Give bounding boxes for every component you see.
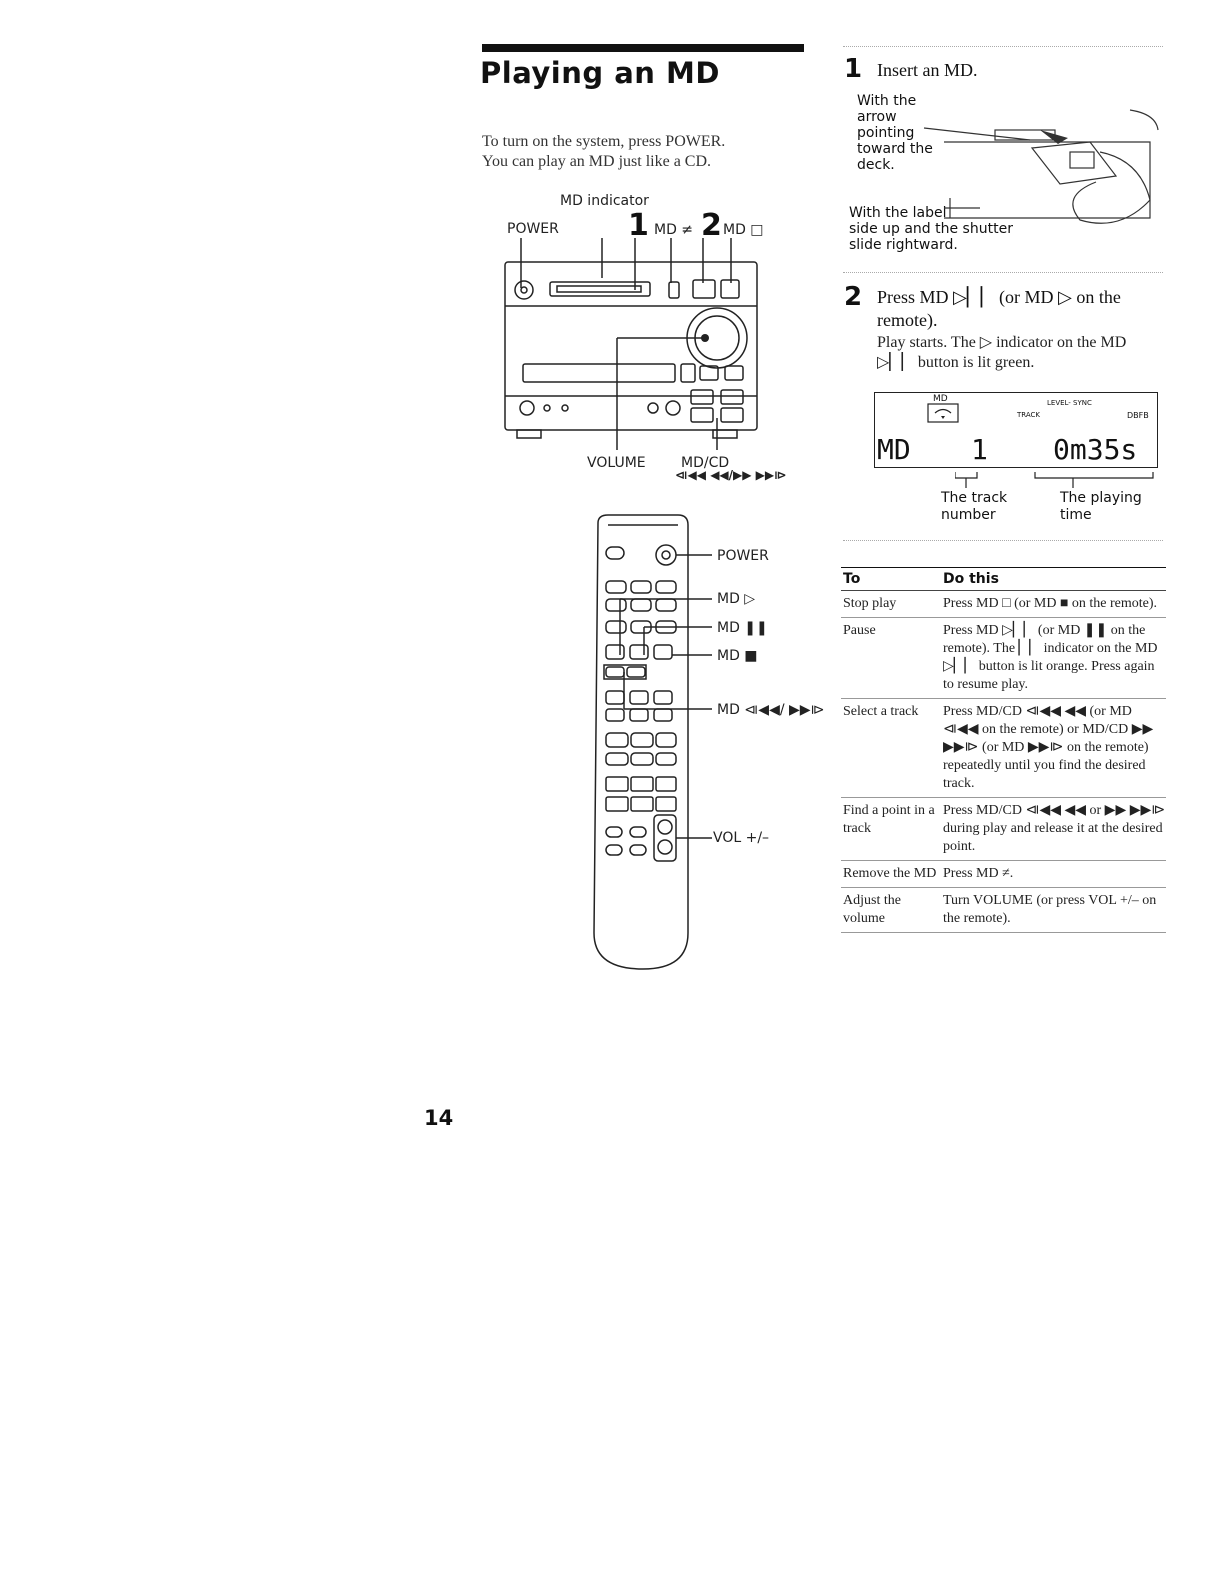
track-number-label [941,490,1007,524]
title-rule [482,44,804,52]
table-row [841,618,1166,699]
insert-md-illustration [920,100,1165,240]
playing-time-label [1060,490,1142,524]
display-track-tag: TRACK [1017,411,1040,419]
table-cell-instruction: Turn VOLUME (or press VOL +/– on the remote). [941,888,1166,933]
divider [843,46,1163,47]
table-cell-action: Adjust the volume [841,888,941,933]
label-line: number [941,507,996,523]
table-row [841,861,1166,888]
display-time: 0m35s [1053,433,1138,466]
table-row [841,798,1166,861]
display-level-sync: LEVEL- SYNC [1047,399,1092,407]
operations-table [841,567,1166,933]
table-cell-action: Pause [841,618,941,699]
md-indicator-label: MD indicator [560,193,649,209]
display-dbfb: DBFB [1127,411,1149,420]
step-1-number: 1 [844,54,863,84]
note-line: side up and the shutter [849,221,1013,237]
remote-md-play-label: MD ▷ [717,591,756,607]
column-header: To [841,568,941,591]
table-row [841,591,1166,618]
table-cell-instruction: Press MD ≠. [941,861,1166,888]
note-line: pointing [857,125,915,141]
label-line: time [1060,507,1092,523]
table-cell-instruction: Press MD/CD ⧏◀◀ ◀◀ or ▶▶ ▶▶⧐ during play and release it at the desired point. [941,798,1166,861]
divider [843,540,1163,541]
table-cell-instruction: Press MD ▷▏▏ (or MD ❚❚ on the remote). The ▏▏ indicator on the MD ▷▏▏ button is lit orange. Press again to resume play. [941,618,1166,699]
page-title: Playing an MD [480,56,720,90]
note-line: slide rightward. [849,237,958,253]
intro-line: To turn on the system, press POWER. [482,133,726,150]
note-line: With the [857,93,917,109]
skip-label: ⧏◀◀ ◀◀/▶▶ ▶▶⧐ [675,468,787,482]
note-line: deck. [857,157,895,173]
step-1-text: Insert an MD. [877,60,978,80]
table-cell-action: Find a point in a track [841,798,941,861]
mdcd-label: MD/CD [681,455,730,471]
display-panel [874,392,1158,468]
remote-md-stop-label: MD ■ [717,648,758,664]
step-1-callout: 1 [628,208,649,243]
table-cell-action: Remove the MD [841,861,941,888]
table-cell-action: Select a track [841,699,941,798]
label-line: The playing [1060,490,1142,506]
intro-line: You can play an MD just like a CD. [482,153,712,170]
table-row [841,699,1166,798]
main-unit-illustration [495,238,765,450]
table-cell-instruction: Press MD □ (or MD ■ on the remote). [941,591,1166,618]
note-line: toward the [857,141,933,157]
display-md-tag: MD [933,394,948,404]
table-row [841,888,1166,933]
display-track: 1 [971,433,988,466]
power-label: POWER [507,221,559,237]
display-brackets [955,470,1155,490]
remote-power-label: POWER [717,548,769,564]
column-header: Do this [941,568,1166,591]
note-line: With the label [849,205,947,221]
divider [843,272,1163,273]
step-2-callout: 2 [701,208,722,243]
md-stop-label: MD □ [723,222,764,238]
md-eject-label: MD ≠ [654,222,694,238]
table-cell-action: Stop play [841,591,941,618]
remote-illustration [590,513,715,973]
step-2-description: Play starts. The ▷ indicator on the MD ▷▏▏ button is lit green. [877,334,1127,371]
table-header-row [841,568,1166,591]
remote-md-skip-label: MD ⧏◀◀/ ▶▶⧐ [717,702,825,718]
remote-md-pause-label: MD ❚❚ [717,620,768,636]
volume-label: VOLUME [587,455,646,471]
label-line: The track [941,490,1008,506]
md-disc-icon [927,403,959,423]
step-2-number: 2 [844,282,863,312]
display-source: MD [877,433,911,466]
page-number: 14 [424,1106,454,1130]
remote-vol-label: VOL +/– [713,830,770,846]
note-line: arrow [857,109,897,125]
step-2-text: Press MD ▷▏▏ (or MD ▷ on the remote). [877,287,1121,330]
intro-text [482,132,725,172]
table-cell-instruction: Press MD/CD ⧏◀◀ ◀◀ (or MD ⧏◀◀ on the remote) or MD/CD ▶▶ ▶▶⧐ (or MD ▶▶⧐ on the remote) repeatedly until you find the desired track. [941,699,1166,798]
